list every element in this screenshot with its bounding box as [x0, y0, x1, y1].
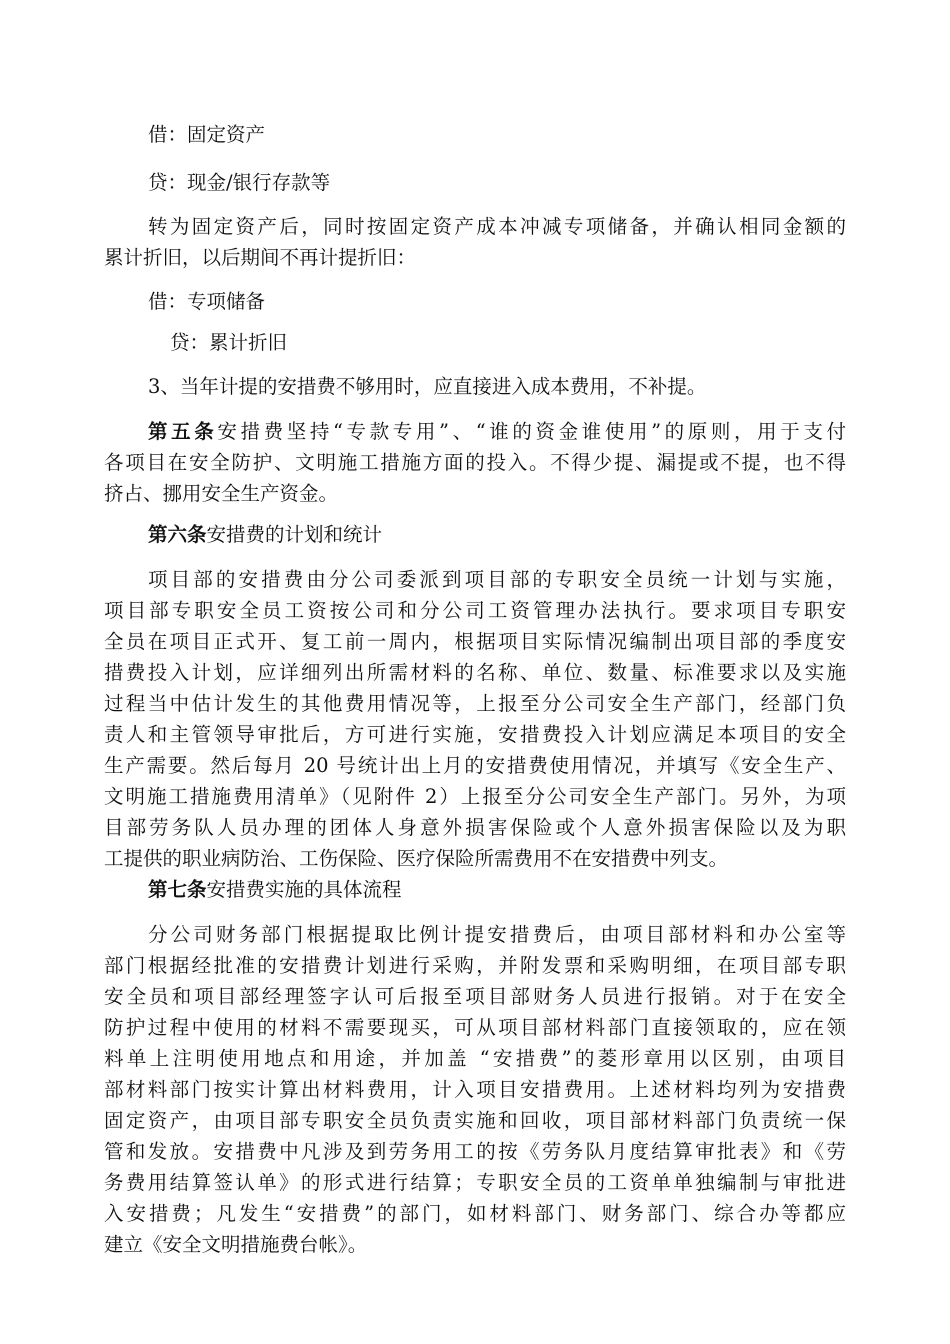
article-6-title: 安措费的计划和统计	[206, 523, 383, 546]
entry-debit-fixed-asset: 借：固定资产	[148, 123, 266, 146]
article-5-first-line	[148, 415, 846, 448]
article-6-line: 文明施工措施费用清单》（见附件 2）上报至分公司安全生产部门。另外，为项	[104, 785, 846, 808]
article-7-line: 料单上注明使用地点和用途，并加盖 “安措费”的菱形章用以区别，由项目	[104, 1047, 846, 1070]
article-6-line: 责人和主管领导审批后，方可进行实施，安措费投入计划应满足本项目的安全	[104, 723, 846, 746]
article-7-line: 务费用结算签认单》的形式进行结算；专职安全员的工资单单独编制与审批进	[104, 1171, 846, 1194]
article-6-heading: 第六条	[148, 523, 207, 546]
paragraph-transfer-line: 累计折旧，以后期间不再计提折旧：	[104, 246, 417, 269]
item-3: 3、当年计提的安措费不够用时，应直接进入成本费用，不补提。	[148, 375, 707, 398]
entry-credit-cash: 贷：现金/银行存款等	[148, 171, 331, 194]
article-7-line: 分公司财务部门根据提取比例计提安措费后，由项目部材料和办公室等	[148, 923, 846, 946]
article-5-line: 各项目在安全防护、文明施工措施方面的投入。不得少提、漏提或不提，也不得	[104, 451, 846, 474]
entry-credit-depreciation: 贷：累计折旧	[170, 331, 288, 354]
article-7-line: 部门根据经批准的安措费计划进行采购，并附发票和采购明细，在项目部专职	[104, 954, 846, 977]
article-6-heading-line	[148, 518, 846, 551]
article-5-heading: 第五条	[148, 420, 218, 443]
entry-debit-reserve: 借：专项储备	[148, 290, 266, 313]
article-7-line: 固定资产，由项目部专职安全员负责实施和回收，项目部材料部门负责统一保	[104, 1109, 846, 1132]
article-6-line: 项目部的安措费由分公司委派到项目部的专职安全员统一计划与实施，	[148, 568, 846, 591]
article-6-line: 项目部专职安全员工资按公司和分公司工资管理办法执行。要求项目专职安	[104, 599, 846, 622]
article-6-line: 过程当中估计发生的其他费用情况等，上报至分公司安全生产部门，经部门负	[104, 692, 846, 715]
article-5-line: 挤占、挪用安全生产资金。	[104, 482, 339, 505]
article-7-heading-line	[148, 873, 846, 906]
article-6-line: 工提供的职业病防治、工伤保险、医疗保险所需费用不在安措费中列支。	[104, 847, 729, 870]
article-7-line: 部材料部门按实计算出材料费用，计入项目安措费用。上述材料均列为安措费	[104, 1078, 846, 1101]
article-7-heading: 第七条	[148, 878, 207, 901]
article-7-line: 建立《安全文明措施费台帐》。	[104, 1233, 368, 1256]
article-6-line: 全员在项目正式开、复工前一周内，根据项目实际情况编制出项目部的季度安	[104, 630, 846, 653]
article-7-line: 管和发放。安措费中凡涉及到劳务用工的按《劳务队月度结算审批表》和《劳	[104, 1140, 846, 1163]
article-7-line: 入安措费；凡发生“安措费”的部门，如材料部门、财务部门、综合办等都应	[104, 1202, 846, 1225]
article-6-line: 生产需要。然后每月 20 号统计出上月的安措费使用情况，并填写《安全生产、	[104, 754, 846, 777]
article-5-text: 安措费坚持“专款专用”、“谁的资金谁使用”的原则，用于支付	[217, 420, 846, 443]
article-7-line: 安全员和项目部经理签字认可后报至项目部财务人员进行报销。对于在安全	[104, 985, 846, 1008]
article-7-line: 防护过程中使用的材料不需要现买，可从项目部材料部门直接领取的，应在领	[104, 1016, 846, 1039]
article-7-title: 安措费实施的具体流程	[206, 878, 402, 901]
paragraph-transfer-line: 转为固定资产后，同时按固定资产成本冲减专项储备，并确认相同金额的	[148, 215, 846, 238]
article-6-line: 目部劳务队人员办理的团体人身意外损害保险或个人意外损害保险以及为职	[104, 816, 846, 839]
article-6-line: 措费投入计划，应详细列出所需材料的名称、单位、数量、标准要求以及实施	[104, 661, 846, 684]
